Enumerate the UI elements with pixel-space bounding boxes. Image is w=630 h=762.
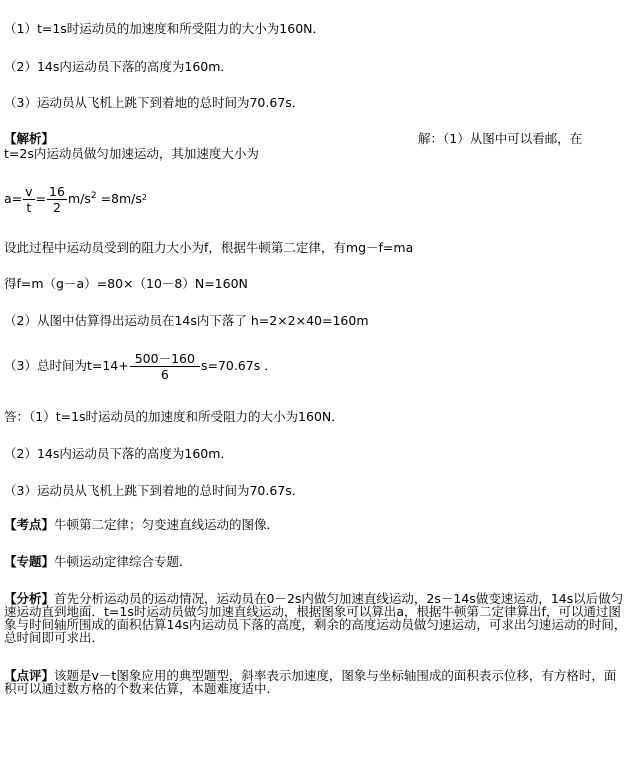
acceleration-equation (4, 184, 147, 215)
kaodian-text: 牛顿第二定律；匀变速直线运动的图像． (54, 517, 280, 532)
fraction-denominator: 6 (130, 366, 200, 382)
fraction-denominator: t (23, 199, 34, 215)
newton-law-line: 设此过程中运动员受到的阻力大小为f，根据牛顿第二定律，有mg－f=ma (4, 240, 414, 255)
kaodian-tag: 【考点】 (4, 517, 55, 532)
zhuanti-text: 牛顿运动定律综合专题． (54, 554, 192, 569)
dianping-text: 该题是v－t图象应用的典型题型，斜率表示加速度，图象与坐标轴围成的面积表示位移，有方格时，面积可以通过数方格的个数来估算，本题难度适中． (4, 668, 617, 696)
fraction-total-time (130, 351, 200, 382)
answer-bottom-line-3: （3）运动员从飞机上跳下到着地的总时间为70.67s． (4, 483, 305, 498)
answer-bottom-line-2: （2）14s内运动员下落的高度为160m． (4, 446, 233, 461)
fraction-v-over-t (23, 184, 34, 215)
eq3-rhs: s=70.67s ． (200, 358, 277, 373)
answer-top-line-1: （1）t=1s时运动员的加速度和所受阻力的大小为160N． (4, 21, 326, 36)
eq1-exponent: 2 (90, 191, 97, 201)
fenxi-section (4, 592, 628, 644)
analysis-intro-right: 解：（1）从图中可以看邮，在 (418, 131, 583, 146)
fraction-numerator: v (25, 184, 33, 199)
eq1-result: =8m/s (100, 191, 142, 206)
answer-bottom-line-1: 答：（1）t=1s时运动员的加速度和所受阻力的大小为160N． (4, 409, 344, 424)
total-time-equation (4, 351, 277, 382)
dianping-section (4, 669, 628, 695)
fraction-numerator: 16 (49, 184, 65, 199)
eq1-lhs: a= (4, 191, 23, 206)
analysis-heading: 【解析】 (4, 131, 55, 146)
dianping-tag: 【点评】 (4, 668, 55, 683)
fraction-16-over-2 (47, 184, 67, 215)
zhuanti-tag: 【专题】 (4, 554, 55, 569)
eq1-equals: = (35, 191, 47, 206)
fenxi-text: 首先分析运动员的运动情况，运动员在0－2s内做匀加速直线运动，2s－14s做变速运动，14s以后做匀速运动直到地面．t=1s时运动员做匀加速直线运动，根据图象可以算出a，根据牛顿第二定律算出f，可以通过图象与时间轴所围成的面积估算14s内运动员下落的高度，剩余的高度运动员做匀速运动，可求出匀速运动的时间，总时间即可求出． (4, 591, 627, 645)
zhuanti-section (4, 555, 192, 569)
fraction-denominator: 2 (47, 199, 67, 215)
answer-top-line-2: （2）14s内运动员下落的高度为160m． (4, 59, 233, 74)
eq3-lhs: （3）总时间为t=14+ (4, 358, 129, 373)
resistance-result-line: 得f=m（g－a）=80×（10－8）N=160N (4, 276, 248, 291)
eq1-result-exponent: 2 (141, 193, 147, 202)
fraction-numerator: 500－160 (134, 351, 195, 366)
analysis-intro-cont: t=2s内运动员做匀加速运动，其加速度大小为 (4, 146, 259, 161)
eq1-unit: m/s (67, 191, 91, 206)
kaodian-section (4, 518, 279, 532)
answer-top-line-3: （3）运动员从飞机上跳下到着地的总时间为70.67s． (4, 95, 305, 110)
fenxi-tag: 【分析】 (4, 591, 55, 606)
height-line: （2）从图中估算得出运动员在14s内下落了 h=2×2×40=160m (4, 313, 369, 328)
